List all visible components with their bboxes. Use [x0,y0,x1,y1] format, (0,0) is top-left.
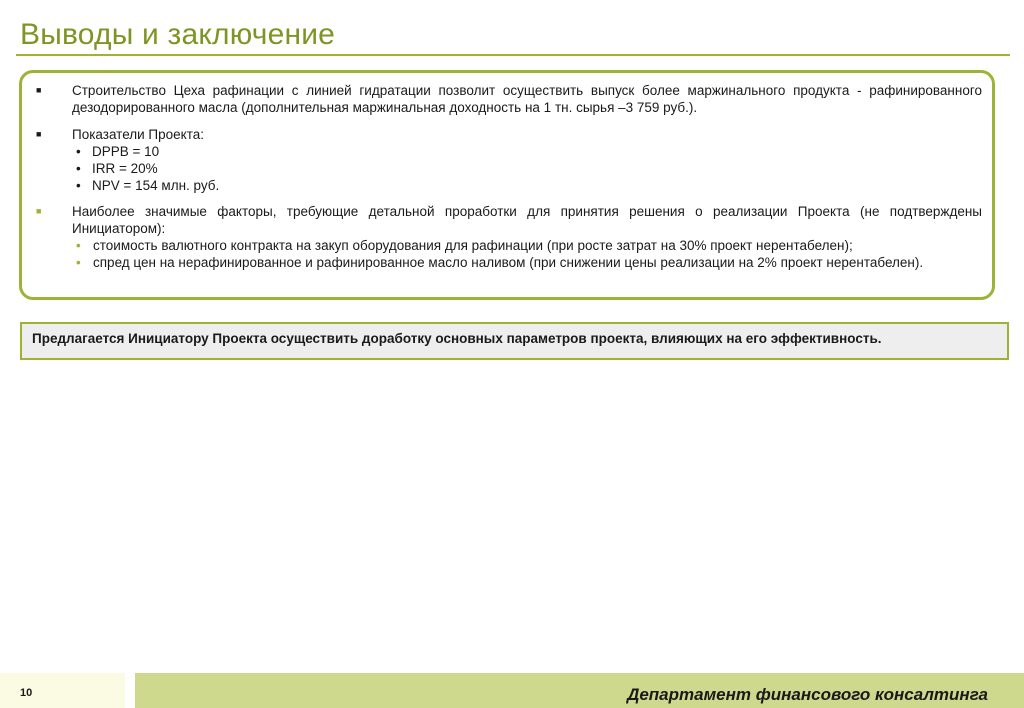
conclusion-item-3 [36,203,982,271]
proposal-text: Предлагается Инициатору Проекта осуществить доработку основных параметров проекта, влияющих на его эффективность. [32,331,882,346]
factor-item: • спред цен на нерафинированное и рафинированное масло наливом (при снижении цены реализации на 2% проект нерентабелен). [76,255,924,270]
footer-page-panel [0,673,125,708]
footer-band [135,673,1024,708]
department-name: Департамент финансового консалтинга [627,685,988,704]
factor-item: • стоимость валютного контракта на закуп оборудования для рафинации (при росте затрат на 30% проект нерентабелен); [76,238,853,253]
conclusion-item-2 [36,126,982,194]
bullet-icon: • [76,238,81,253]
conclusion-text: Строительство Цеха рафинации с линией гидратации позволит осуществить выпуск более маржинального продукта - рафинированного дезодорированного масла (дополнительная маржинальная доходность на 1 тн. сырья –3 759 руб.). [72,83,982,115]
factors-heading: Наиболее значимые факторы, требующие детальной проработки для принятия решения о реализации Проекта (не подтверждены Инициатором): [72,204,982,236]
page-number: 10 [20,687,33,699]
proposal-box [20,322,1009,360]
conclusions-box [19,70,995,300]
bullet-icon: • [76,161,81,176]
square-bullet-icon: ■ [36,129,42,139]
page-title: Выводы и заключение [20,18,336,51]
square-bullet-icon: ■ [36,206,42,216]
bullet-icon: • [76,255,81,270]
conclusion-item-1 [36,82,982,116]
bullet-icon: • [76,178,81,193]
metric-dppb: • DPPB = 10 [76,144,160,159]
title-divider [16,54,1010,56]
square-bullet-icon: ■ [36,85,42,95]
bullet-icon: • [76,144,81,159]
metric-npv: • NPV = 154 млн. руб. [76,178,220,193]
metrics-heading: Показатели Проекта: [72,127,205,142]
metric-irr: • IRR = 20% [76,161,158,176]
